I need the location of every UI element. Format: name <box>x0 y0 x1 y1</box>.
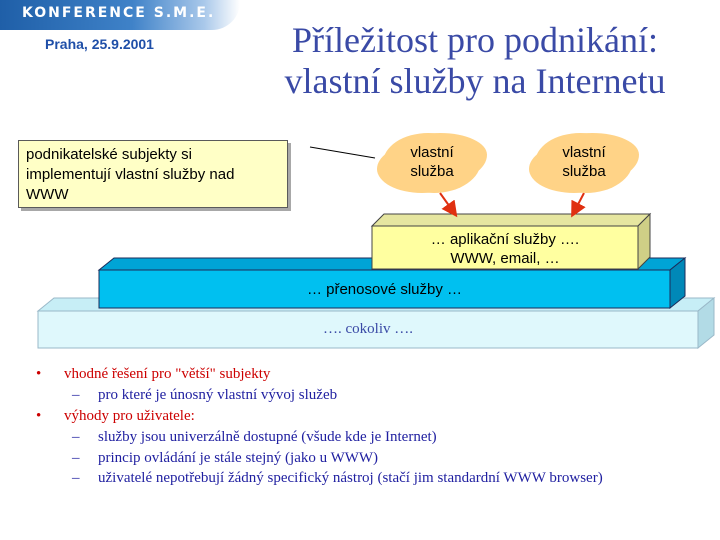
bullet-dot: • <box>36 408 42 424</box>
sub-bullet-item <box>36 385 686 406</box>
sub-bullet-text: uživatelé nepotřebují žádný specifický nástroj (stačí jim standardní WWW browser) <box>98 470 603 486</box>
note-connector-line <box>310 147 375 158</box>
bullet-text: vhodné řešení pro "větší" subjekty <box>64 366 271 382</box>
cloud-right-label <box>537 143 631 181</box>
application-label-line1: … aplikační služby …. <box>430 231 580 248</box>
note-box: podnikatelské subjekty si implementují vlastní služby nad WWW <box>18 140 288 208</box>
arrow-right <box>573 193 584 214</box>
sub-bullet-dash: – <box>72 387 80 403</box>
sub-bullet-item <box>36 448 686 469</box>
title-line-1: Příležitost pro podnikání: <box>292 20 658 60</box>
sub-bullet-text: princip ovládání je stále stejný (jako u WWW) <box>98 450 379 466</box>
sub-bullet-text: pro které je únosný vlastní vývoj služeb <box>98 387 338 403</box>
transport-layer-label: … přenosové služby … <box>306 281 463 298</box>
sub-bullet-dash: – <box>72 470 80 486</box>
cloud-left-line2: služba <box>410 163 454 180</box>
bullet-dot: • <box>36 366 42 382</box>
arrow-left <box>440 193 455 214</box>
date-label: Praha, 25.9.2001 <box>45 36 154 52</box>
bullet-item <box>36 364 686 385</box>
sub-bullet-dash: – <box>72 429 80 445</box>
bullet-item <box>36 406 686 427</box>
cloud-right-line2: služba <box>562 163 606 180</box>
sub-bullet-item <box>36 427 686 448</box>
title-line-2: vlastní služby na Internetu <box>284 61 666 101</box>
application-layer-label <box>372 230 638 268</box>
cloud-left-label <box>385 143 479 181</box>
bullet-list <box>36 364 686 487</box>
application-layer-top <box>372 214 650 226</box>
sub-bullet-text: služby jsou univerzálně dostupné (všude kde je Internet) <box>98 429 437 445</box>
sub-bullet-dash: – <box>72 450 80 466</box>
application-label-line2: WWW, email, … <box>450 250 560 267</box>
banner-text: KONFERENCE S.M.E. <box>22 5 216 21</box>
sub-bullet-item <box>36 469 686 487</box>
cloud-left-line1: vlastní <box>410 144 454 161</box>
bullet-text: výhody pro uživatele: <box>64 408 195 424</box>
base-layer-label: …. cokoliv …. <box>323 321 413 337</box>
cloud-right-line1: vlastní <box>562 144 606 161</box>
